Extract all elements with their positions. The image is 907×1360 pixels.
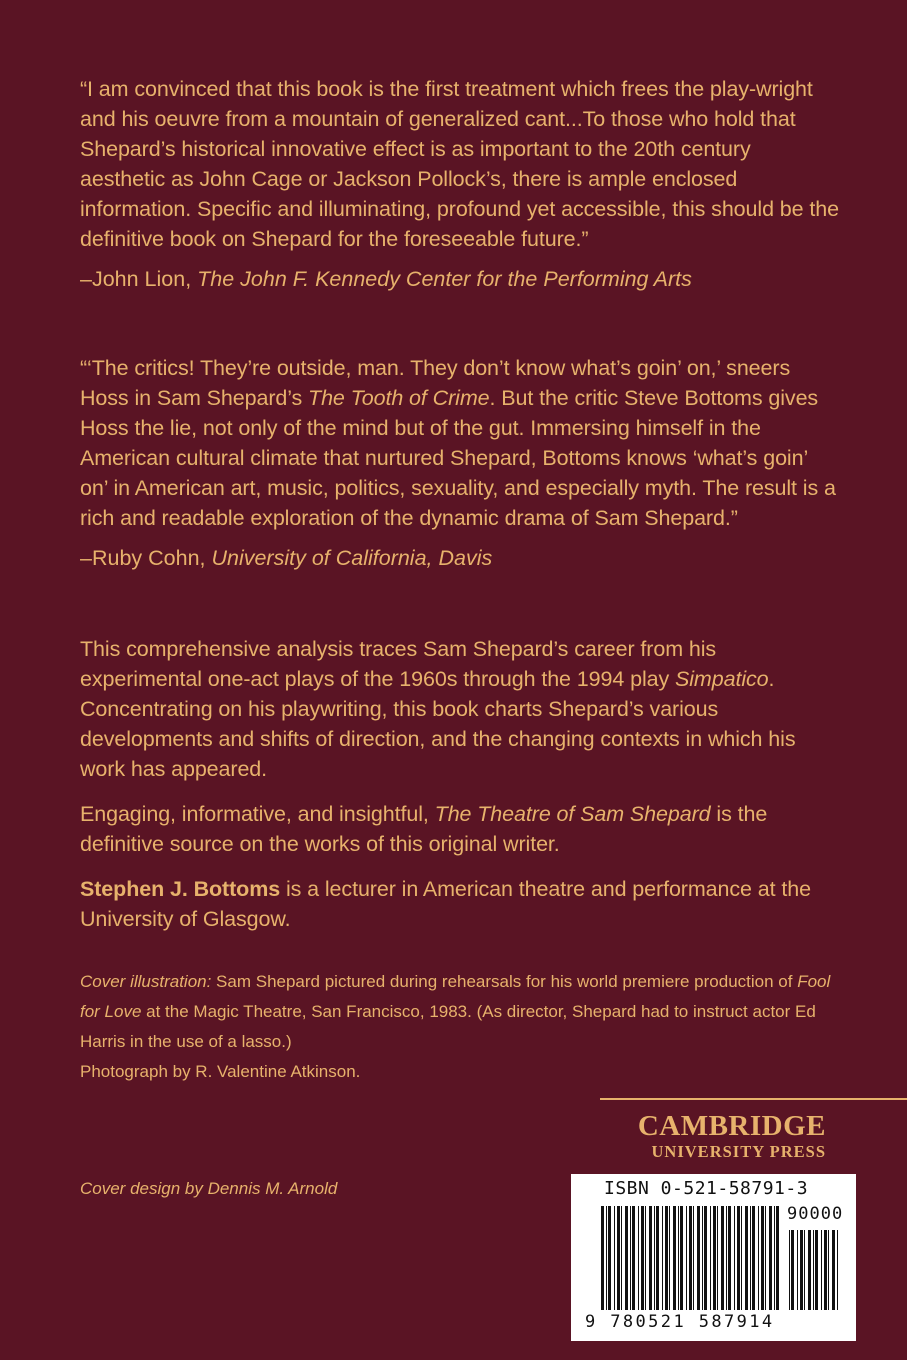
barcode-bar bbox=[713, 1206, 716, 1310]
barcode-bar bbox=[665, 1206, 668, 1310]
barcode-bar bbox=[673, 1206, 676, 1310]
barcode-bar bbox=[828, 1230, 829, 1310]
barcode-bar bbox=[678, 1206, 679, 1310]
barcode-bar bbox=[737, 1206, 740, 1310]
barcode-bar bbox=[608, 1206, 611, 1310]
publisher-subname: UNIVERSITY PRESS bbox=[651, 1142, 826, 1161]
cover-illustration-text: Cover illustration: Sam Shepard pictured during rehearsals for his world premiere production of Fool for Love at the Magic Theatre, San Francisco, 1983. (As director, Shepard had to instruct actor Ed Harris in the use of a lasso.) bbox=[80, 972, 831, 1051]
barcode-bar bbox=[721, 1206, 724, 1310]
publisher-rule bbox=[600, 1098, 907, 1100]
quote-attribution: –Ruby Cohn, University of California, Davis bbox=[80, 546, 493, 570]
barcode bbox=[571, 1174, 856, 1341]
ean-number: 9 780521 587914 bbox=[585, 1312, 775, 1332]
barcode-bar bbox=[617, 1206, 620, 1310]
author-bio: Stephen J. Bottoms is a lecturer in American theatre and performance at the University of Glasgow. bbox=[80, 877, 811, 931]
barcode-bar bbox=[689, 1206, 692, 1310]
barcode-bar bbox=[813, 1230, 814, 1310]
barcode-bar bbox=[824, 1230, 827, 1310]
barcode-bar bbox=[758, 1206, 759, 1310]
publisher-name: CAMBRIDGE bbox=[637, 1110, 826, 1142]
quote-text: “‘The critics! They’re outside, man. They don’t know what’s goin’ on,’ sneers Hoss in Sam Shepard’s The Tooth of Crime. But the critic Steve Bottoms gives Hoss the lie, not only of the mind but of the gut. Immersing himself in the American cultural climate that nurtured Shepard, Bottoms knows ‘what’s goin’ on’ in American art, music, politics, sexuality, and especially myth. The result is a rich and readable exploration of the dynamic drama of Sam Shepard.” bbox=[80, 356, 836, 530]
description-paragraph-1: This comprehensive analysis traces Sam Shepard’s career from his experimental one-act plays of the 1960s through the 1994 play Simpatico. Concentrating on his playwriting, this book charts Shepard’s various developments and shifts of direction, and the changing contexts in which his work has appeared. bbox=[80, 637, 796, 781]
barcode-bar bbox=[702, 1206, 703, 1310]
barcode-bar bbox=[728, 1206, 731, 1310]
barcode-bar bbox=[789, 1230, 790, 1310]
barcode-bar bbox=[693, 1206, 694, 1310]
barcode-bar bbox=[704, 1206, 707, 1310]
isbn-label: ISBN 0-521-58791-3 bbox=[604, 1178, 809, 1199]
barcode-bar bbox=[791, 1230, 794, 1310]
barcode-bar bbox=[726, 1206, 727, 1310]
barcode-bar bbox=[656, 1206, 659, 1310]
barcode-bar bbox=[680, 1206, 683, 1310]
cover-design-text: Cover design by Dennis M. Arnold bbox=[80, 1179, 338, 1198]
barcode-bar bbox=[654, 1206, 655, 1310]
barcode-bar bbox=[669, 1206, 670, 1310]
barcode-bar bbox=[632, 1206, 635, 1310]
barcode-bar bbox=[601, 1206, 604, 1310]
quote-text: “I am convinced that this book is the first treatment which frees the play-wright and his oeuvre from a mountain of generalized cant...To those who hold that Shepard’s historical innovative effect is as important to the 20th century aesthetic as John Cage or Jackson Pollock’s, there is ample enclosed information. Specific and illuminating, profound yet accessible, this should be the definitive book on Shepard for the foreseeable future.” bbox=[80, 77, 839, 251]
description-paragraph-2: Engaging, informative, and insightful, The Theatre of Sam Shepard is the definitive source on the works of this original writer. bbox=[80, 802, 768, 856]
quote-attribution: –John Lion, The John F. Kennedy Center for the Performing Arts bbox=[80, 267, 692, 291]
book-description bbox=[80, 634, 840, 934]
barcode-bar bbox=[745, 1206, 748, 1310]
barcode-addon-bars bbox=[789, 1230, 839, 1310]
barcode-bar bbox=[761, 1206, 764, 1310]
barcode-bar bbox=[765, 1206, 766, 1310]
barcode-bar bbox=[638, 1206, 639, 1310]
barcode-bar bbox=[606, 1206, 607, 1310]
barcode-bar bbox=[832, 1230, 835, 1310]
barcode-bar bbox=[686, 1206, 687, 1310]
barcode-bar bbox=[649, 1206, 652, 1310]
barcode-bar bbox=[750, 1206, 751, 1310]
barcode-bar bbox=[621, 1206, 622, 1310]
barcode-bars bbox=[601, 1206, 781, 1310]
barcode-bar bbox=[808, 1230, 811, 1310]
cover-illustration-credit bbox=[80, 967, 840, 1087]
barcode-bar bbox=[769, 1206, 772, 1310]
barcode-bar bbox=[710, 1206, 711, 1310]
barcode-bar bbox=[614, 1206, 615, 1310]
barcode-bar bbox=[800, 1230, 803, 1310]
barcode-bar bbox=[625, 1206, 628, 1310]
barcode-bar bbox=[641, 1206, 644, 1310]
barcode-bar bbox=[797, 1230, 798, 1310]
barcode-bar bbox=[630, 1206, 631, 1310]
barcode-bar bbox=[645, 1206, 646, 1310]
barcode-bar bbox=[774, 1206, 775, 1310]
barcode-bar bbox=[837, 1230, 838, 1310]
barcode-bar bbox=[697, 1206, 700, 1310]
quote-ruby-cohn bbox=[80, 353, 840, 573]
barcode-addon-number: 90000 bbox=[787, 1204, 844, 1224]
publisher-logo bbox=[600, 1110, 826, 1162]
barcode-bar bbox=[776, 1206, 779, 1310]
barcode-bar bbox=[717, 1206, 718, 1310]
barcode-bar bbox=[821, 1230, 822, 1310]
quote-john-lion bbox=[80, 74, 840, 294]
barcode-bar bbox=[752, 1206, 755, 1310]
barcode-bar bbox=[804, 1230, 805, 1310]
barcode-bar bbox=[662, 1206, 663, 1310]
photo-credit: Photograph by R. Valentine Atkinson. bbox=[80, 1062, 361, 1081]
barcode-bar bbox=[741, 1206, 742, 1310]
barcode-bar bbox=[734, 1206, 735, 1310]
barcode-bar bbox=[815, 1230, 818, 1310]
